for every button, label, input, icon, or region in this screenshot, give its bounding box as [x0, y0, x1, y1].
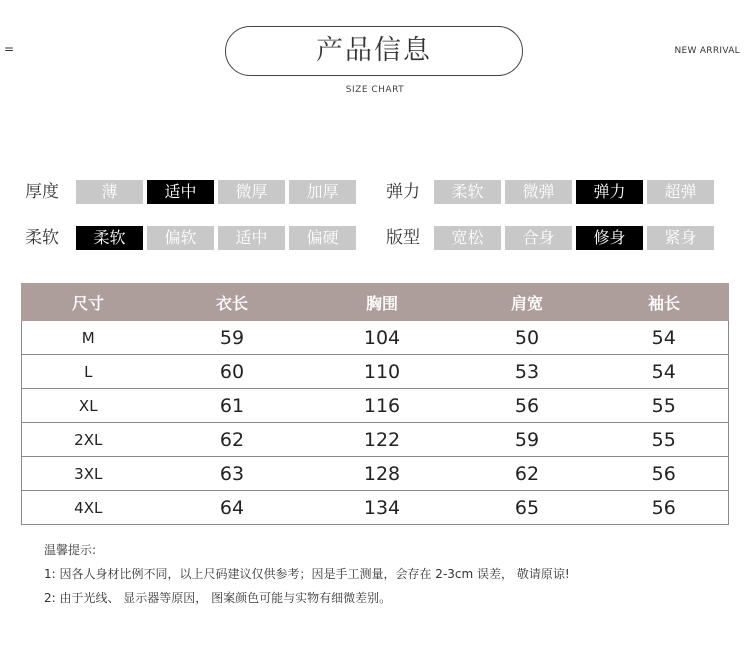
option-selected: 适中: [147, 180, 214, 204]
option: 偏软: [147, 226, 214, 250]
cell-size: 2XL: [22, 423, 155, 457]
option-selected: 弹力: [576, 180, 643, 204]
table-row: [22, 389, 729, 423]
attr-elasticity: [0, 180, 750, 204]
cell-sleeve: 56: [600, 491, 729, 525]
cell-shoulder: 53: [455, 355, 600, 389]
table-row: [22, 457, 729, 491]
cell-sleeve: 54: [600, 321, 729, 355]
header-length: 衣长: [155, 284, 310, 321]
option: 合身: [505, 226, 572, 250]
cell-shoulder: 50: [455, 321, 600, 355]
table-row: [22, 321, 729, 355]
size-table: [21, 283, 729, 525]
attr-label: 厚度: [25, 182, 59, 202]
option: 偏硬: [289, 226, 356, 250]
cell-length: 64: [155, 491, 310, 525]
notes-section: [44, 538, 570, 610]
page-subtitle: SIZE CHART: [345, 85, 405, 95]
cell-sleeve: 55: [600, 423, 729, 457]
option: 宽松: [434, 226, 501, 250]
table-row: [22, 423, 729, 457]
option: 柔软: [434, 180, 501, 204]
cell-length: 62: [155, 423, 310, 457]
cell-sleeve: 54: [600, 355, 729, 389]
cell-shoulder: 59: [455, 423, 600, 457]
table-row: [22, 355, 729, 389]
table-header-row: [22, 284, 729, 321]
cell-shoulder: 62: [455, 457, 600, 491]
option: 加厚: [289, 180, 356, 204]
cell-sleeve: 55: [600, 389, 729, 423]
attr-label: 版型: [386, 228, 420, 248]
cell-length: 61: [155, 389, 310, 423]
option: 超弹: [647, 180, 714, 204]
cell-size: L: [22, 355, 155, 389]
option: 薄: [76, 180, 143, 204]
cell-length: 59: [155, 321, 310, 355]
attr-label: 弹力: [386, 182, 420, 202]
cell-shoulder: 65: [455, 491, 600, 525]
option: 微弹: [505, 180, 572, 204]
cell-sleeve: 56: [600, 457, 729, 491]
table-row: [22, 491, 729, 525]
cell-size: XL: [22, 389, 155, 423]
new-arrival-label: NEW ARRIVAL: [674, 46, 740, 56]
option: 微厚: [218, 180, 285, 204]
cell-chest: 122: [310, 423, 455, 457]
note-item: 2: 由于光线、 显示器等原因， 图案颜色可能与实物有细微差别。: [44, 591, 392, 605]
cell-chest: 134: [310, 491, 455, 525]
header-shoulder: 肩宽: [455, 284, 600, 321]
header-sleeve: 袖长: [600, 284, 729, 321]
cell-length: 60: [155, 355, 310, 389]
corner-mark-left: =: [4, 42, 15, 56]
header-size: 尺寸: [22, 284, 155, 321]
cell-chest: 116: [310, 389, 455, 423]
attr-label: 柔软: [25, 228, 59, 248]
note-item: 1: 因各人身材比例不同，以上尺码建议仅供参考；因是手工测量，会存在 2-3cm 误差， 敬请原谅!: [44, 567, 570, 581]
cell-size: 4XL: [22, 491, 155, 525]
attr-fit: [0, 226, 750, 250]
cell-chest: 128: [310, 457, 455, 491]
cell-length: 63: [155, 457, 310, 491]
option: 适中: [218, 226, 285, 250]
option: 紧身: [647, 226, 714, 250]
option-selected: 修身: [576, 226, 643, 250]
page-title: 产品信息: [225, 26, 523, 76]
header-chest: 胸围: [310, 284, 455, 321]
cell-size: M: [22, 321, 155, 355]
notes-title: 温馨提示:: [44, 543, 97, 557]
cell-size: 3XL: [22, 457, 155, 491]
cell-chest: 104: [310, 321, 455, 355]
cell-chest: 110: [310, 355, 455, 389]
cell-shoulder: 56: [455, 389, 600, 423]
option-selected: 柔软: [76, 226, 143, 250]
